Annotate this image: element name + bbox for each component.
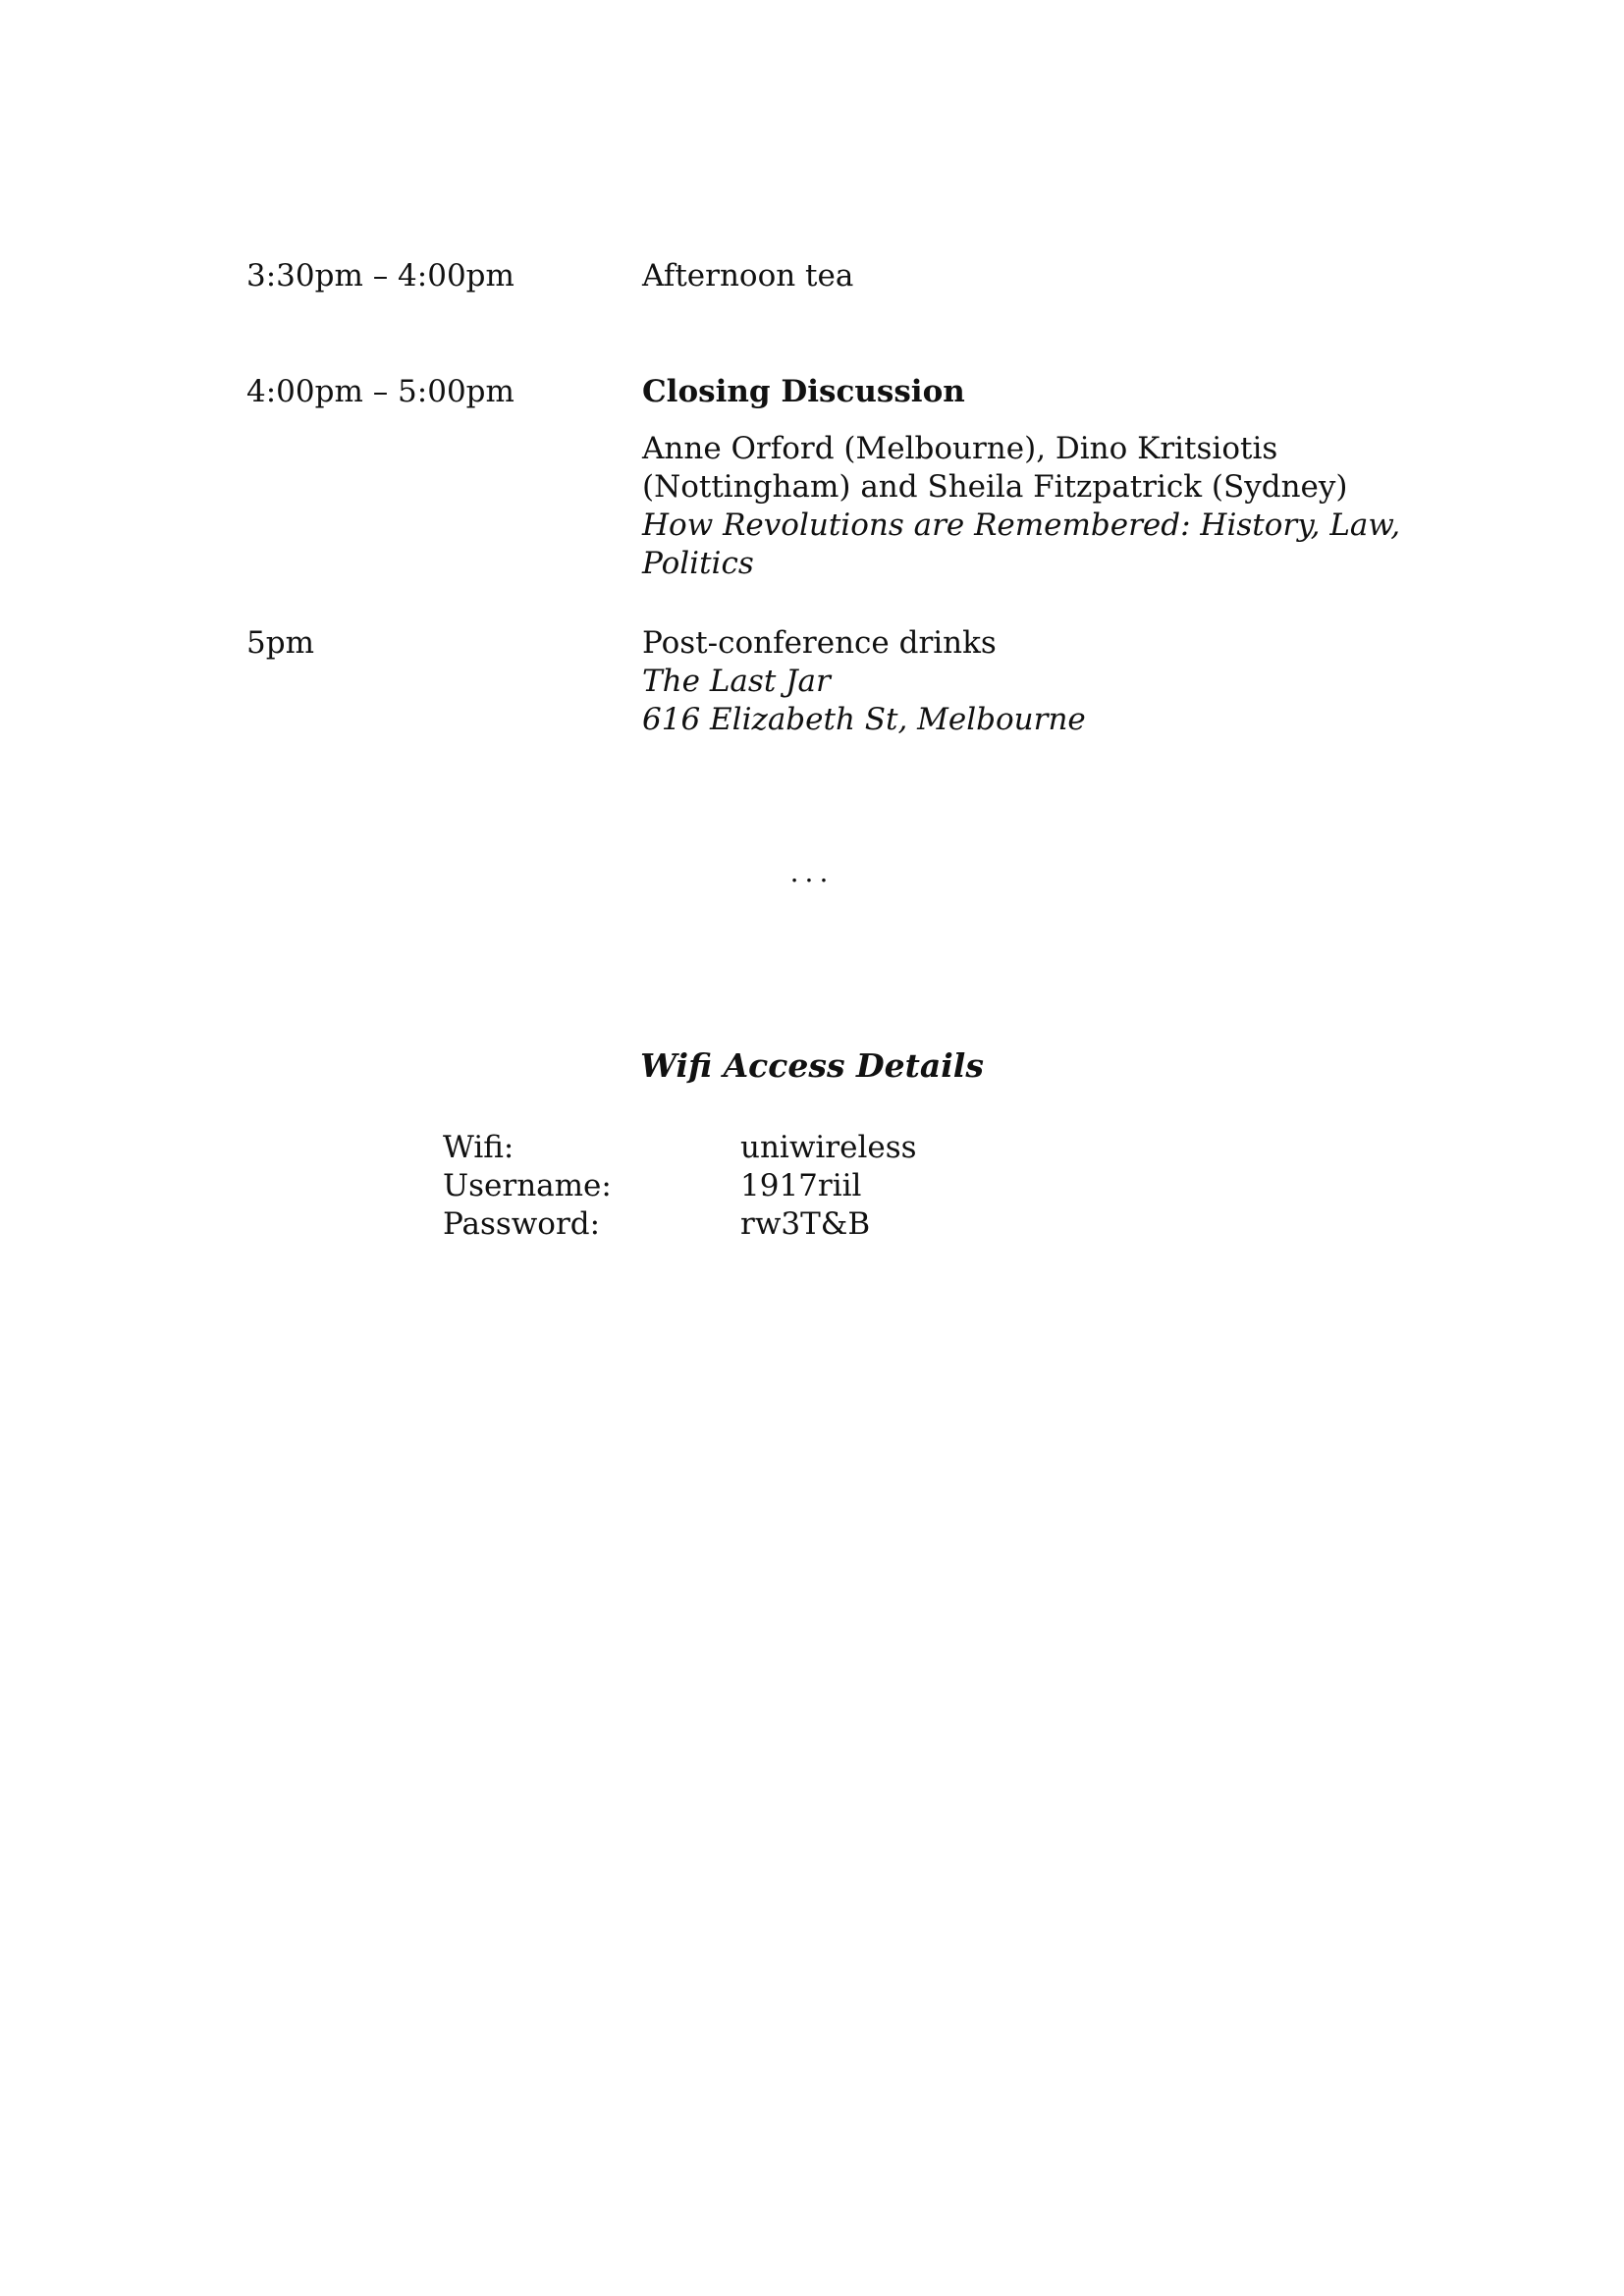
schedule-title: Closing Discussion xyxy=(642,374,965,409)
speakers-line: Anne Orford (Melbourne), Dino Kritsiotis xyxy=(642,431,1278,466)
speakers-line: (Nottingham) and Sheila Fitzpatrick (Sydney) xyxy=(642,469,1348,505)
venue-name: The Last Jar xyxy=(642,664,831,699)
password-label: Password: xyxy=(443,1206,601,1242)
talk-title-line: Politics xyxy=(642,546,754,581)
schedule-time: 5pm xyxy=(246,625,314,661)
username-value: 1917riil xyxy=(740,1168,862,1203)
schedule-title: Post-conference drinks xyxy=(642,625,997,661)
wifi-label: Wifi: xyxy=(443,1130,514,1165)
schedule-title: Afternoon tea xyxy=(642,258,854,294)
password-value: rw3T&B xyxy=(740,1206,871,1242)
talk-title-line: How Revolutions are Remembered: History, Law, xyxy=(642,507,1401,543)
wifi-value: uniwireless xyxy=(740,1130,917,1165)
username-label: Username: xyxy=(443,1168,612,1203)
venue-address: 616 Elizabeth St, Melbourne xyxy=(642,702,1086,737)
section-separator: ... xyxy=(789,856,835,888)
wifi-heading: Wifi Access Details xyxy=(640,1046,984,1085)
schedule-time: 3:30pm – 4:00pm xyxy=(246,258,514,294)
schedule-time: 4:00pm – 5:00pm xyxy=(246,374,514,409)
